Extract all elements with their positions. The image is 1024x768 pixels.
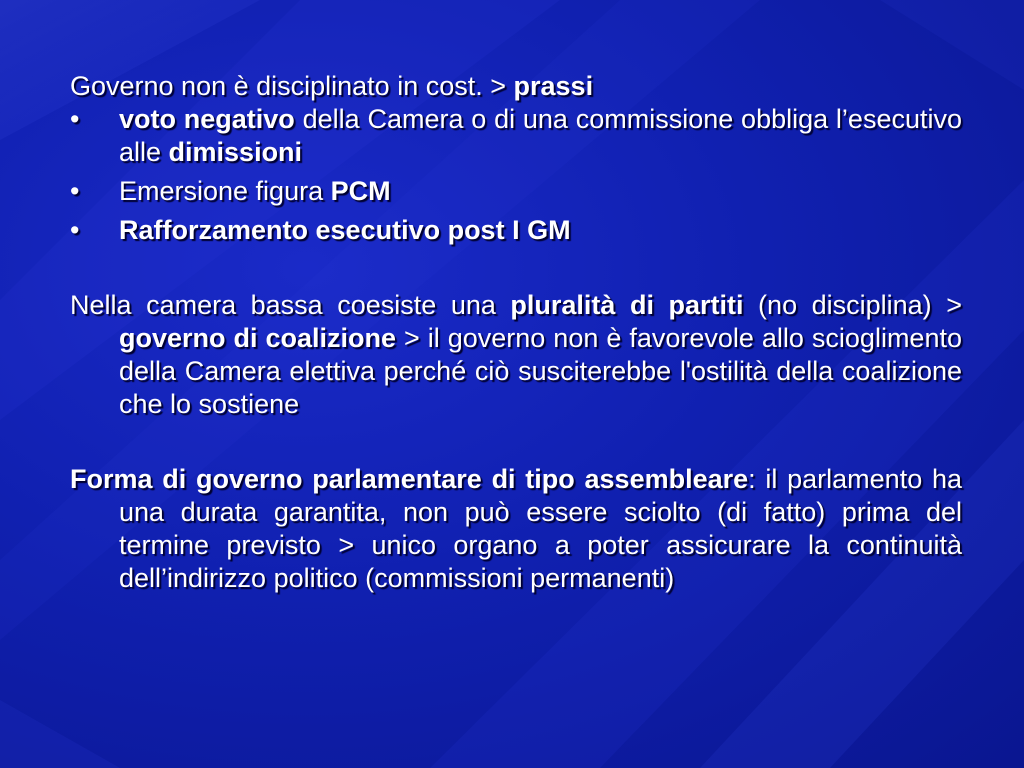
bullet-1-bold: voto negativo bbox=[119, 104, 295, 134]
bullet-symbol: • bbox=[70, 104, 80, 134]
bullet-3-bold: Rafforzamento esecutivo post I GM bbox=[119, 215, 571, 245]
bullet-2-bold: PCM bbox=[330, 176, 391, 206]
intro-line bbox=[70, 70, 962, 103]
para3-text: : il parlamento ha una durata garantita, non può essere sciolto (di fatto) prima del termine previsto > unico organo a poter assicurare la continuità dell’indirizzo politico (commissioni permanenti) bbox=[119, 464, 962, 593]
para2-bold-2: governo di coalizione bbox=[119, 323, 397, 353]
bullet-symbol: • bbox=[70, 215, 80, 245]
para2-bold-1: pluralità di partiti bbox=[510, 290, 744, 320]
para3-bold: Forma di governo parlamentare di tipo assembleare bbox=[70, 464, 749, 494]
bullet-symbol: • bbox=[70, 176, 80, 206]
bullet-2-text: Emersione figura bbox=[119, 176, 331, 206]
paragraph-assembly bbox=[70, 463, 962, 595]
bullet-item-3 bbox=[70, 214, 962, 247]
para2-text-3: > il governo non è favorevole allo scioglimento della Camera elettiva perché ciò susciterebbe l'ostilità della coalizione che lo sostiene bbox=[119, 323, 962, 419]
intro-bold: prassi bbox=[513, 71, 594, 101]
para2-text-1: Nella camera bassa coesiste una bbox=[70, 290, 511, 320]
slide-content bbox=[70, 70, 962, 595]
paragraph-coalition bbox=[70, 289, 962, 421]
bullet-1-bold-end: dimissioni bbox=[168, 137, 303, 167]
bullet-item-2 bbox=[70, 175, 962, 208]
bullet-item-1 bbox=[70, 103, 962, 169]
bullet-1-text: della Camera o di una commissione obbliga l’esecutivo alle bbox=[119, 104, 962, 167]
para2-text-2: (no disciplina) > bbox=[743, 290, 962, 320]
intro-text: Governo non è disciplinato in cost. > bbox=[70, 71, 514, 101]
